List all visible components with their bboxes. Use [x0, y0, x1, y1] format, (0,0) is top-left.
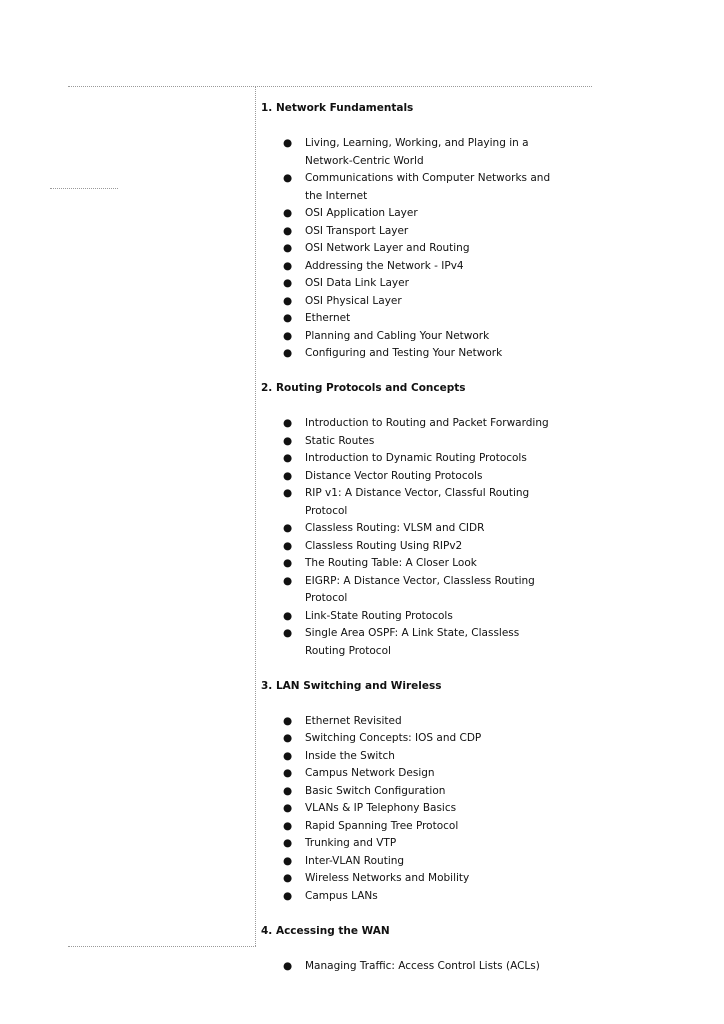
list-item [261, 240, 555, 258]
bullet-icon: ● [283, 749, 293, 762]
section-title: 1. Network Fundamentals [261, 102, 414, 114]
bullet-icon: ● [283, 732, 293, 744]
list-item [261, 888, 555, 906]
section-routing-protocols [261, 380, 591, 660]
topic-label: RIP v1: A Distance Vector, Classful Routing Protocol [305, 487, 530, 517]
list-item [261, 433, 555, 451]
bullet-icon: ● [283, 487, 293, 499]
list-item [261, 625, 555, 660]
topic-label: Basic Switch Configuration [305, 784, 446, 797]
topic-label: Single Area OSPF: A Link State, Classless Routing Protocol [305, 627, 520, 657]
topic-label: Managing Traffic: Access Control Lists (ACLs) [305, 959, 540, 972]
topic-label: Distance Vector Routing Protocols [305, 469, 483, 482]
list-item [261, 765, 555, 783]
topic-label: EIGRP: A Distance Vector, Classless Routing Protocol [305, 574, 535, 604]
list-item [261, 293, 555, 311]
list-item [261, 345, 555, 363]
topic-label: Wireless Networks and Mobility [305, 872, 470, 884]
topic-label: Planning and Cabling Your Network [305, 329, 490, 342]
bullet-icon: ● [283, 522, 293, 534]
list-item [261, 853, 555, 871]
list-item [261, 170, 555, 205]
bullet-icon: ● [283, 854, 293, 867]
topic-label: Static Routes [305, 434, 375, 447]
topic-label: Inter-VLAN Routing [305, 854, 405, 867]
topic-label: OSI Data Link Layer [305, 277, 409, 289]
column-divider [255, 86, 256, 946]
topic-label: Trunking and VTP [305, 837, 397, 849]
list-item [261, 415, 555, 433]
bullet-icon: ● [283, 312, 293, 324]
topic-label: Classless Routing Using RIPv2 [305, 539, 463, 552]
topic-label: Introduction to Dynamic Routing Protocols [305, 452, 527, 464]
bullet-icon: ● [283, 837, 293, 849]
bullet-icon: ● [283, 784, 293, 797]
topic-list [261, 958, 591, 976]
topic-label: Communications with Computer Networks and the Internet [305, 172, 551, 202]
topic-label: Switching Concepts: IOS and CDP [305, 732, 482, 744]
bullet-icon: ● [283, 714, 293, 727]
bullet-icon: ● [283, 259, 293, 272]
list-item [261, 310, 555, 328]
topic-label: Ethernet Revisited [305, 714, 402, 727]
list-item [261, 748, 555, 766]
list-item [261, 783, 555, 801]
bottom-divider [68, 946, 256, 947]
list-item [261, 485, 555, 520]
bullet-icon: ● [283, 294, 293, 307]
bullet-icon: ● [283, 469, 293, 482]
topic-label: Introduction to Routing and Packet Forwarding [305, 417, 549, 429]
bullet-icon: ● [283, 277, 293, 289]
bullet-icon: ● [283, 767, 293, 779]
bullet-icon: ● [283, 627, 293, 639]
topic-label: OSI Network Layer and Routing [305, 242, 470, 254]
section-title: 2. Routing Protocols and Concepts [261, 382, 466, 394]
topic-list [261, 713, 591, 906]
list-item [261, 468, 555, 486]
bullet-icon: ● [283, 224, 293, 237]
topic-list [261, 135, 591, 363]
list-item [261, 450, 555, 468]
topic-list [261, 415, 591, 660]
bullet-icon: ● [283, 959, 293, 972]
bullet-icon: ● [283, 434, 293, 447]
topic-label: Ethernet [305, 312, 351, 324]
list-item [261, 713, 555, 731]
list-item [261, 800, 555, 818]
topic-label: OSI Application Layer [305, 207, 418, 219]
list-item [261, 258, 555, 276]
bullet-icon: ● [283, 609, 293, 622]
list-item [261, 328, 555, 346]
topic-label: Rapid Spanning Tree Protocol [305, 819, 459, 832]
section-accessing-wan [261, 923, 591, 976]
bullet-icon: ● [283, 242, 293, 254]
list-item [261, 223, 555, 241]
bullet-icon: ● [283, 872, 293, 884]
section-title: 3. LAN Switching and Wireless [261, 679, 442, 692]
topic-label: Inside the Switch [305, 749, 395, 762]
bullet-icon: ● [283, 889, 293, 902]
bullet-icon: ● [283, 452, 293, 464]
bullet-icon: ● [283, 207, 293, 219]
section-lan-switching [261, 678, 591, 906]
topic-label: OSI Physical Layer [305, 294, 402, 307]
bullet-icon: ● [283, 574, 293, 587]
bullet-icon: ● [283, 802, 293, 814]
list-item [261, 835, 555, 853]
bullet-icon: ● [283, 417, 293, 429]
list-item [261, 818, 555, 836]
topic-label: Campus LANs [305, 889, 378, 902]
course-outline [261, 100, 591, 993]
bullet-icon: ● [283, 539, 293, 552]
list-item [261, 573, 555, 608]
bullet-icon: ● [283, 329, 293, 342]
bullet-icon: ● [283, 172, 293, 184]
left-short-divider [50, 188, 118, 189]
list-item [261, 870, 555, 888]
topic-label: Link-State Routing Protocols [305, 609, 453, 622]
bullet-icon: ● [283, 819, 293, 832]
topic-label: Configuring and Testing Your Network [305, 347, 503, 359]
list-item [261, 730, 555, 748]
topic-label: Living, Learning, Working, and Playing in a Network-Centric World [305, 137, 529, 167]
section-network-fundamentals [261, 100, 591, 363]
list-item [261, 958, 555, 976]
topic-label: Campus Network Design [305, 767, 435, 779]
bullet-icon: ● [283, 347, 293, 359]
topic-label: VLANs & IP Telephony Basics [305, 802, 457, 814]
list-item [261, 555, 555, 573]
list-item [261, 608, 555, 626]
bullet-icon: ● [283, 557, 293, 569]
list-item [261, 205, 555, 223]
topic-label: Classless Routing: VLSM and CIDR [305, 522, 485, 534]
top-divider [68, 86, 592, 87]
list-item [261, 538, 555, 556]
topic-label: Addressing the Network - IPv4 [305, 259, 464, 272]
section-title: 4. Accessing the WAN [261, 924, 390, 937]
list-item [261, 135, 555, 170]
topic-label: The Routing Table: A Closer Look [305, 557, 477, 569]
topic-label: OSI Transport Layer [305, 224, 409, 237]
list-item [261, 275, 555, 293]
list-item [261, 520, 555, 538]
bullet-icon: ● [283, 137, 293, 149]
